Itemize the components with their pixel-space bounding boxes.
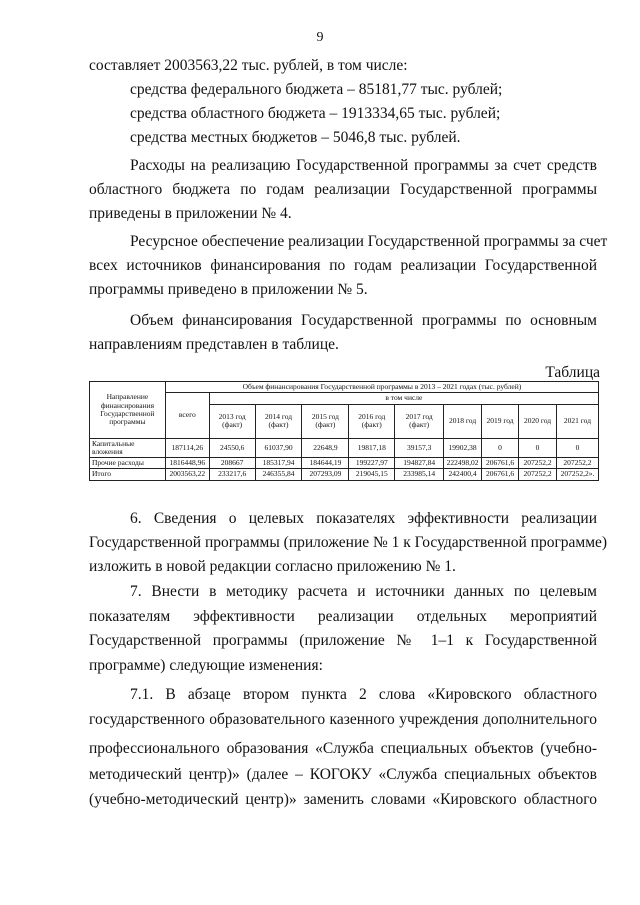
table-caption: Таблица [545, 364, 600, 381]
para-6-line: 6. Сведения о целевых показателях эффективности реализации [130, 510, 597, 527]
table-cell: 187114,26 [165, 438, 209, 458]
table-row [90, 469, 599, 480]
table-cell: 24550,6 [209, 438, 255, 458]
table-cell: 0 [482, 438, 519, 458]
header-year: 2019 год [482, 404, 519, 438]
para-7-1-line: 7.1. В абзаце втором пункта 2 слова «Кировского областного [130, 686, 597, 703]
para-resources-line: Ресурсное обеспечение реализации Государственной программы за счет [130, 233, 608, 250]
table-cell: 184644,19 [302, 458, 349, 469]
page-number: 9 [316, 30, 324, 45]
table-cell: 2003563,22 [165, 469, 209, 480]
header-volume: Объем финансирования Государственной программы в 2013 – 2021 годах (тыс. рублей) [165, 382, 598, 393]
header-year: 2016 год (факт) [349, 404, 395, 438]
table-cell: 208667 [209, 458, 255, 469]
table-cell: 22648,9 [302, 438, 349, 458]
para-resources-line: программы приведено в приложении № 5. [89, 281, 368, 298]
header-year: 2017 год (факт) [395, 404, 444, 438]
table-cell: 219045,15 [349, 469, 395, 480]
para-7-line: 7. Внести в методику расчета и источники данных по целевым [130, 583, 597, 600]
table-cell: 233985,14 [395, 469, 444, 480]
table-cell: 233217,6 [209, 469, 255, 480]
intro-local: средства местных бюджетов – 5046,8 тыс. рублей. [130, 129, 461, 146]
table-cell: 39157,3 [395, 438, 444, 458]
para-7-1-line: профессионального образования «Служба специальных объектов (учебно- [89, 740, 597, 757]
para-resources-line: всех источников финансирования по годам реализации Государственной [89, 257, 597, 274]
para-6-line: изложить в новой редакции согласно приложению № 1. [89, 558, 456, 575]
table-cell: 61037,90 [255, 438, 302, 458]
header-year: 2018 год [444, 404, 482, 438]
para-7-line: программе) следующие изменения: [89, 657, 323, 674]
para-volume-line: Объем финансирования Государственной программы по основным [130, 312, 597, 329]
table-cell: 19817,18 [349, 438, 395, 458]
table-cell: 207252,2 [519, 469, 557, 480]
intro-total: составляет 2003563,22 тыс. рублей, в том числе: [89, 57, 408, 74]
row-label: Прочие расходы [90, 458, 166, 469]
para-7-line: показателям эффективности реализации отдельных мероприятий [89, 608, 597, 625]
header-total: всего [165, 393, 209, 438]
row-label: Капитальные вложения [90, 438, 166, 458]
row-label: Итого [90, 469, 166, 480]
intro-regional: средства областного бюджета – 1913334,65 тыс. рублей; [130, 105, 501, 122]
header-year: 2014 год (факт) [255, 404, 302, 438]
para-7-line: Государственной программы (приложение № 1–1 к Государственной [89, 632, 597, 649]
para-expenses-line: областного бюджета по годам реализации Государственной программы [89, 181, 597, 198]
table-cell: 0 [556, 438, 598, 458]
header-year: 2020 год [519, 404, 557, 438]
table-cell: 222498,02 [444, 458, 482, 469]
header-direction: Направление финансирования Государственной программы [90, 382, 166, 439]
table-cell: 206761,6 [482, 469, 519, 480]
table-cell: 207252,2 [519, 458, 557, 469]
header-year: 2013 год (факт) [209, 404, 255, 438]
table-cell: 206761,6 [482, 458, 519, 469]
table-cell: 1816448,96 [165, 458, 209, 469]
para-expenses-line: приведены в приложении № 4. [89, 205, 292, 222]
para-6-line: Государственной программы (приложение № 1 к Государственной программе) [89, 534, 608, 551]
table-cell: 242400,4 [444, 469, 482, 480]
para-volume-line: направлениям представлен в таблице. [89, 336, 339, 353]
para-expenses-line: Расходы на реализацию Государственной программы за счет средств [130, 157, 597, 174]
table-cell: 185317,94 [255, 458, 302, 469]
table-row [90, 438, 599, 458]
intro-federal: средства федерального бюджета – 85181,77 тыс. рублей; [130, 81, 503, 98]
table-cell: 0 [519, 438, 557, 458]
table-header-row [90, 382, 599, 393]
table-cell: 246355,84 [255, 469, 302, 480]
para-7-1-line: методический центр)» (далее – КОГОКУ «Служба специальных объектов [89, 766, 597, 783]
table-row [90, 458, 599, 469]
table-cell: 207293,09 [302, 469, 349, 480]
table-cell: 19902,38 [444, 438, 482, 458]
header-year: 2015 год (факт) [302, 404, 349, 438]
table-cell: 199227,97 [349, 458, 395, 469]
para-7-1-line: (учебно-методический центр)» заменить словами «Кировского областного [89, 791, 597, 808]
table-header-row [90, 393, 599, 404]
header-year: 2021 год [556, 404, 598, 438]
table-cell: 207252,2 [556, 458, 598, 469]
para-7-1-line: государственного образовательного казенного учреждения дополнительного [89, 711, 597, 728]
table-cell: 207252,2». [556, 469, 598, 480]
table-cell: 194827,84 [395, 458, 444, 469]
financing-table [89, 381, 599, 481]
header-including: в том числе [209, 393, 598, 404]
